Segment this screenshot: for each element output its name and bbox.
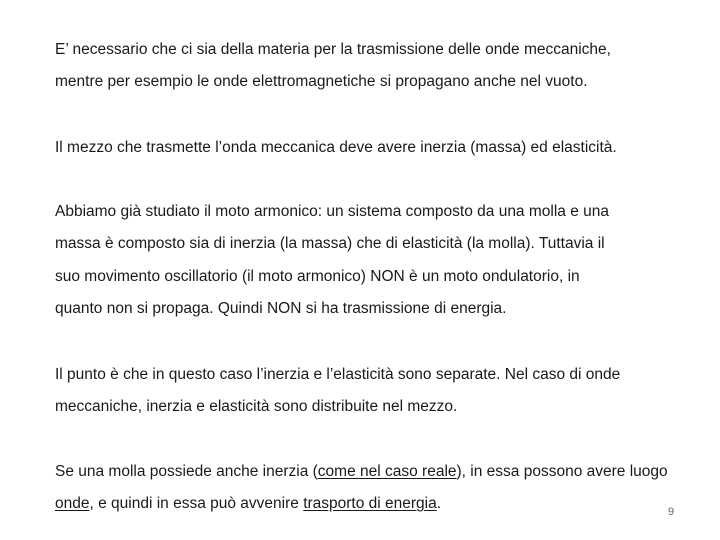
paragraph5-line2	[55, 494, 441, 514]
paragraph4-line1: Il punto è che in questo caso l’inerzia e l’elasticità sono separate. Nel caso di onde	[55, 366, 621, 383]
paragraph3-line4: quanto non si propaga. Quindi NON si ha trasmissione di energia.	[55, 300, 507, 317]
paragraph5-line1	[55, 462, 668, 482]
page-number: 9	[668, 506, 675, 518]
paragraph5-line1-text-b: ), in essa possono avere luogo	[456, 463, 668, 480]
paragraph3-line3: suo movimento oscillatorio (il moto armonico) NON è un moto ondulatorio, in	[55, 268, 580, 285]
underlined-energy-transport: trasporto di energia	[303, 495, 437, 512]
paragraph4-line2: meccaniche, inerzia e elasticità sono distribuite nel mezzo.	[55, 398, 458, 415]
paragraph3-line2: massa è composto sia di inerzia (la massa) che di elasticità (la molla). Tuttavia il	[55, 235, 605, 252]
underlined-real-case: come nel caso reale	[317, 463, 457, 480]
paragraph3-line1: Abbiamo già studiato il moto armonico: un sistema composto da una molla e una	[55, 203, 609, 220]
paragraph1-line2: mentre per esempio le onde elettromagnetiche si propagano anche nel vuoto.	[55, 73, 588, 90]
paragraph1-line1: E’ necessario che ci sia della materia per la trasmissione delle onde meccaniche,	[55, 41, 611, 58]
underlined-waves: onde	[55, 495, 90, 512]
paragraph5-line2-text-b: .	[436, 495, 442, 512]
paragraph5-line2-text-a: , e quindi in essa può avvenire	[89, 495, 304, 512]
paragraph5-line1-text-a: Se una molla possiede anche inerzia (	[55, 463, 318, 480]
paragraph2-line1: Il mezzo che trasmette l’onda meccanica deve avere inerzia (massa) ed elasticità.	[55, 139, 617, 156]
